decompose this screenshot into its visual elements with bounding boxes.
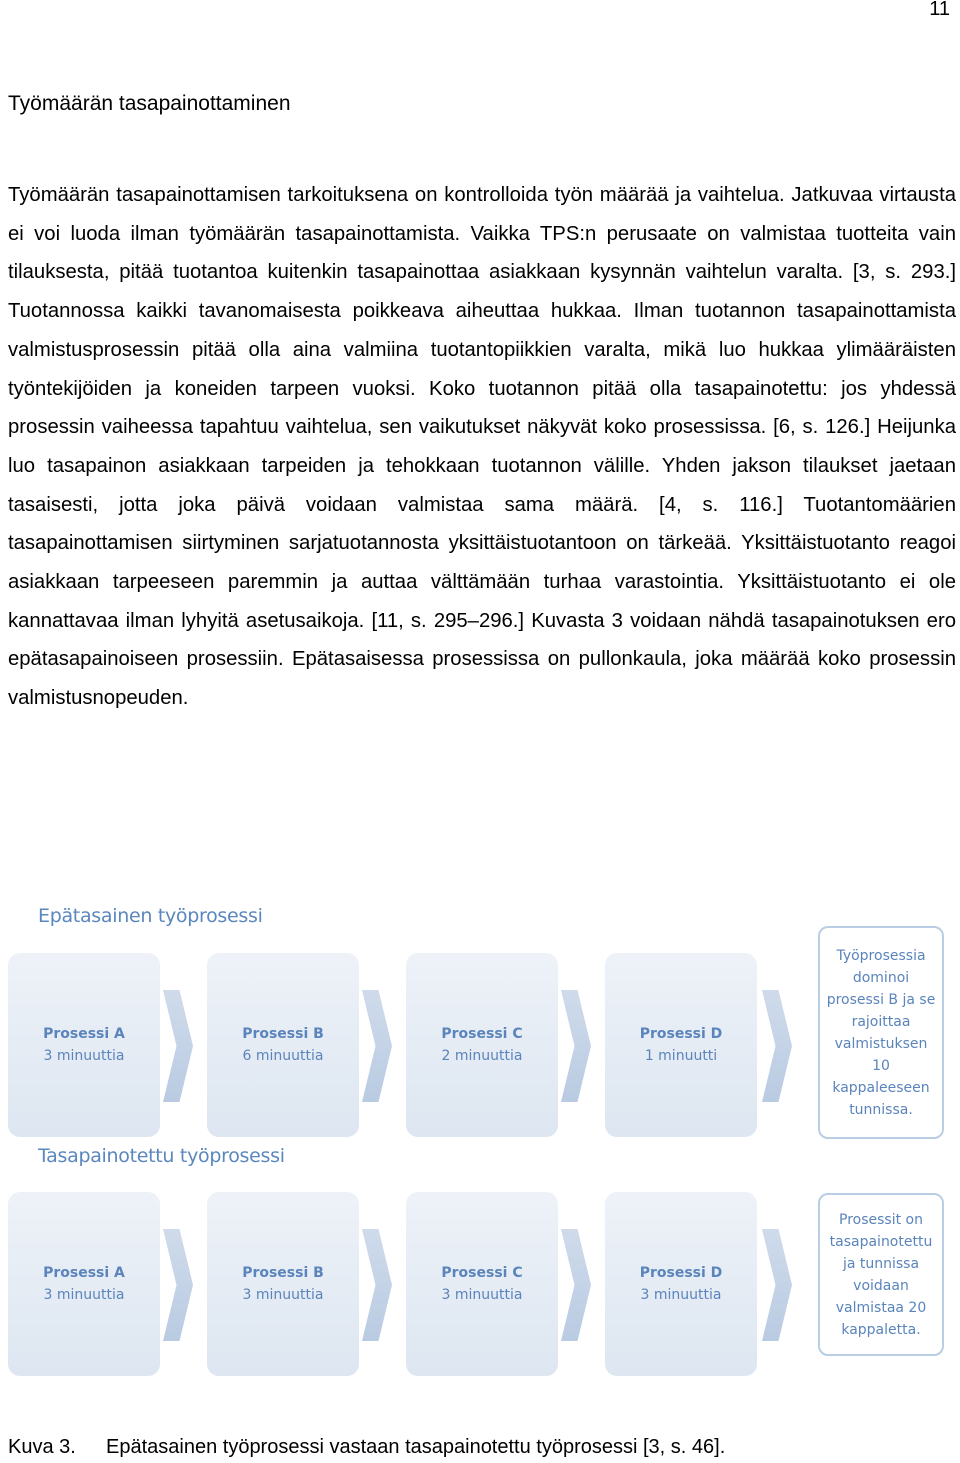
unbalanced-process-b [207, 953, 359, 1137]
chevron-arrow-icon [561, 990, 591, 1102]
process-name: Prosessi C [441, 1026, 523, 1042]
chevron-arrow-icon [362, 1229, 392, 1341]
body-paragraph: Työmäärän tasapainottamisen tarkoituksena on kontrolloida työn määrää ja vaihtelua. Jatkuvaa virtausta ei voi luoda ilman työmäärän tasapainottamista. Vaikka TPS:n perusaate on valmistaa tuotteita vain tilauksesta, pitää tuotantoa kuitenkin tasapainottaa asiakkaan kysynnän vaihtelun varalta. [3, s. 293.] Tuotannossa kaikki tavanomaisesta poikkeava aiheuttaa hukkaa. Ilman tuotannon tasapainottamista valmistusprosessin pitää olla aina valmiina tuotantopiikkien varalta, mikä luo hukkaa ylimääräisten työntekijöiden ja koneiden tarpeen vuoksi. Koko tuotannon pitää olla tasapainotettu: jos yhdessä prosessin vaiheessa tapahtuu vaihtelua, sen vaikutukset näkyvät koko prosessissa. [6, s. 126.] Heijunka luo tasapainon asiakkaan tarpeiden ja tehokkaan tuotannon välille. Yhden jakson tilaukset jaetaan tasaisesti, jotta joka päivä voidaan valmistaa sama määrä. [4, s. 116.] Tuotantomäärien tasapainottamisen siirtyminen sarjatuotannosta yksittäistuotantoon on tärkeää. Yksittäistuotanto reagoi asiakkaan tarpeeseen paremmin ja auttaa välttämään turhaa varastointia. Yksittäistuotanto ei ole kannattavaa ilman lyhyitä asetusaikoja. [11, s. 295–296.] Kuvasta 3 voidaan nähdä tasapainotuksen ero epätasapainoiseen prosessiin. Epätasaisessa prosessissa on pullonkaula, joka määrää koko prosessin valmistusnopeuden. [8, 184, 956, 710]
chevron-arrow-icon [163, 1229, 193, 1341]
unbalanced-process-a [8, 953, 160, 1137]
process-name: Prosessi A [43, 1265, 125, 1281]
unbalanced-process-d [605, 953, 757, 1137]
page-number: 11 [929, 0, 950, 20]
chevron-arrow-icon [762, 1229, 792, 1341]
balanced-process-a [8, 1192, 160, 1376]
unbalanced-result-box [818, 926, 944, 1139]
process-time: 3 minuuttia [441, 1287, 523, 1303]
process-name: Prosessi C [441, 1265, 523, 1281]
process-time: 3 minuuttia [43, 1048, 125, 1064]
process-time: 2 minuuttia [441, 1048, 523, 1064]
result-text: Työprosessia dominoi prosessi B ja se rajoittaa valmistuksen 10 kappaleeseen tunnissa. [826, 947, 936, 1118]
chevron-arrow-icon [362, 990, 392, 1102]
chevron-arrow-icon [163, 990, 193, 1102]
caption-label: Kuva 3. [8, 1436, 76, 1458]
process-time: 3 minuuttia [640, 1287, 722, 1303]
process-time: 6 minuuttia [242, 1048, 324, 1064]
process-time: 3 minuuttia [43, 1287, 125, 1303]
process-name: Prosessi D [639, 1026, 723, 1042]
caption-text: Epätasainen työprosessi vastaan tasapainotettu työprosessi [3, s. 46]. [106, 1436, 726, 1458]
balanced-process-b [207, 1192, 359, 1376]
balanced-title: Tasapainotettu työprosessi [38, 1145, 285, 1167]
process-name: Prosessi A [43, 1026, 125, 1042]
chevron-arrow-icon [762, 990, 792, 1102]
process-name: Prosessi D [639, 1265, 723, 1281]
process-name: Prosessi B [242, 1026, 324, 1042]
process-name: Prosessi B [242, 1265, 324, 1281]
unbalanced-title: Epätasainen työprosessi [38, 905, 263, 927]
balanced-result-box [818, 1193, 944, 1356]
section-heading: Työmäärän tasapainottaminen [8, 92, 291, 115]
balanced-process-c [406, 1192, 558, 1376]
unbalanced-process-c [406, 953, 558, 1137]
figure-caption [8, 1436, 725, 1459]
balanced-process-d [605, 1192, 757, 1376]
process-time: 1 minuutti [644, 1048, 718, 1064]
chevron-arrow-icon [561, 1229, 591, 1341]
process-time: 3 minuuttia [242, 1287, 324, 1303]
result-text: Prosessit on tasapainotettu ja tunnissa voidaan valmistaa 20 kappaletta. [829, 1211, 933, 1338]
